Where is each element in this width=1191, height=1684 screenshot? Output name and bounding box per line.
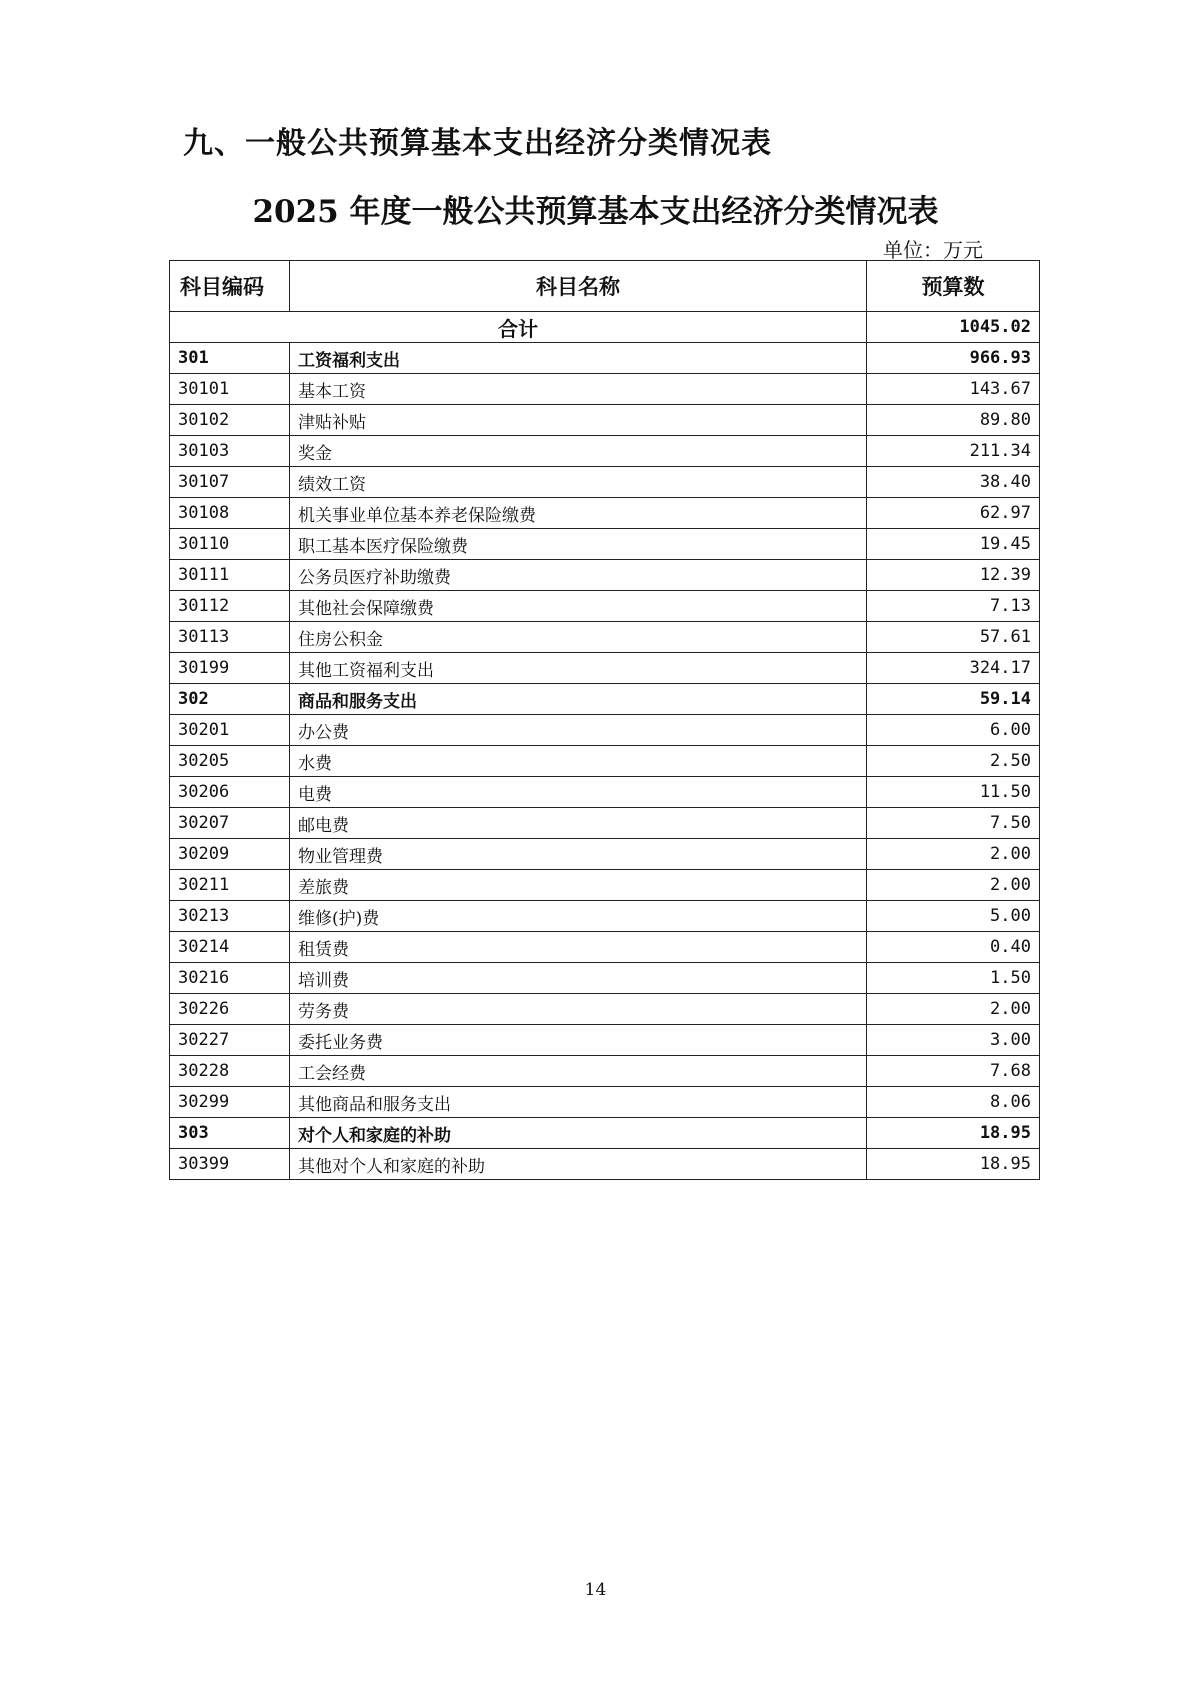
row-name: 邮电费	[290, 808, 867, 839]
row-code: 30399	[170, 1149, 290, 1180]
row-name: 委托业务费	[290, 1025, 867, 1056]
row-amount: 7.50	[867, 808, 1040, 839]
row-amount: 57.61	[867, 622, 1040, 653]
row-amount: 18.95	[867, 1149, 1040, 1180]
row-name: 奖金	[290, 436, 867, 467]
row-code: 30107	[170, 467, 290, 498]
row-amount: 7.68	[867, 1056, 1040, 1087]
row-code: 303	[170, 1118, 290, 1149]
table-row	[170, 1149, 1040, 1180]
row-amount: 2.00	[867, 994, 1040, 1025]
row-name: 其他商品和服务支出	[290, 1087, 867, 1118]
row-amount: 2.00	[867, 839, 1040, 870]
row-name: 维修(护)费	[290, 901, 867, 932]
row-name: 住房公积金	[290, 622, 867, 653]
row-amount: 38.40	[867, 467, 1040, 498]
row-amount: 11.50	[867, 777, 1040, 808]
row-code: 30207	[170, 808, 290, 839]
table-row	[170, 591, 1040, 622]
row-code: 302	[170, 684, 290, 715]
row-amount: 2.00	[867, 870, 1040, 901]
row-code: 30205	[170, 746, 290, 777]
row-amount: 62.97	[867, 498, 1040, 529]
section-heading: 九、一般公共预算基本支出经济分类情况表	[183, 126, 772, 161]
total-row	[170, 312, 1040, 343]
table-row	[170, 622, 1040, 653]
table-row	[170, 715, 1040, 746]
table-row	[170, 529, 1040, 560]
row-code: 30113	[170, 622, 290, 653]
table-row	[170, 777, 1040, 808]
category-row	[170, 1118, 1040, 1149]
row-code: 30103	[170, 436, 290, 467]
unit-label: 单位：万元	[883, 238, 983, 262]
row-code: 30199	[170, 653, 290, 684]
row-code: 30111	[170, 560, 290, 591]
row-name: 其他工资福利支出	[290, 653, 867, 684]
row-amount: 7.13	[867, 591, 1040, 622]
row-code: 30216	[170, 963, 290, 994]
row-amount: 966.93	[867, 343, 1040, 374]
row-amount: 19.45	[867, 529, 1040, 560]
row-name: 水费	[290, 746, 867, 777]
row-code: 30201	[170, 715, 290, 746]
header-code: 科目编码	[170, 261, 290, 312]
row-name: 基本工资	[290, 374, 867, 405]
row-name: 其他社会保障缴费	[290, 591, 867, 622]
row-code: 30108	[170, 498, 290, 529]
table-row	[170, 808, 1040, 839]
category-row	[170, 684, 1040, 715]
budget-table	[169, 260, 1040, 1180]
row-amount: 59.14	[867, 684, 1040, 715]
table-row	[170, 436, 1040, 467]
table-row	[170, 374, 1040, 405]
table-row	[170, 839, 1040, 870]
row-amount: 12.39	[867, 560, 1040, 591]
table-row	[170, 994, 1040, 1025]
row-code: 30101	[170, 374, 290, 405]
row-code: 30209	[170, 839, 290, 870]
row-amount: 5.00	[867, 901, 1040, 932]
row-code: 30213	[170, 901, 290, 932]
table-row	[170, 1025, 1040, 1056]
header-row	[170, 261, 1040, 312]
row-amount: 89.80	[867, 405, 1040, 436]
header-name: 科目名称	[290, 261, 867, 312]
row-name: 商品和服务支出	[290, 684, 867, 715]
total-label: 合计	[170, 312, 867, 343]
row-code: 30228	[170, 1056, 290, 1087]
row-name: 租赁费	[290, 932, 867, 963]
row-name: 工资福利支出	[290, 343, 867, 374]
table-row	[170, 901, 1040, 932]
row-amount: 211.34	[867, 436, 1040, 467]
row-name: 电费	[290, 777, 867, 808]
row-amount: 0.40	[867, 932, 1040, 963]
row-code: 30211	[170, 870, 290, 901]
table-row	[170, 870, 1040, 901]
row-code: 30206	[170, 777, 290, 808]
row-amount: 3.00	[867, 1025, 1040, 1056]
row-name: 其他对个人和家庭的补助	[290, 1149, 867, 1180]
table-row	[170, 560, 1040, 591]
row-code: 30226	[170, 994, 290, 1025]
row-name: 津贴补贴	[290, 405, 867, 436]
row-code: 30110	[170, 529, 290, 560]
table-row	[170, 746, 1040, 777]
row-amount: 324.17	[867, 653, 1040, 684]
row-name: 职工基本医疗保险缴费	[290, 529, 867, 560]
row-name: 物业管理费	[290, 839, 867, 870]
row-name: 机关事业单位基本养老保险缴费	[290, 498, 867, 529]
total-amount: 1045.02	[867, 312, 1040, 343]
row-name: 对个人和家庭的补助	[290, 1118, 867, 1149]
table-row	[170, 932, 1040, 963]
page-number: 14	[584, 1580, 607, 1600]
table-row	[170, 405, 1040, 436]
row-name: 绩效工资	[290, 467, 867, 498]
table-title: 2025 年度一般公共预算基本支出经济分类情况表	[252, 194, 939, 230]
row-amount: 2.50	[867, 746, 1040, 777]
row-code: 30214	[170, 932, 290, 963]
row-name: 公务员医疗补助缴费	[290, 560, 867, 591]
row-amount: 8.06	[867, 1087, 1040, 1118]
table-row	[170, 1087, 1040, 1118]
table-row	[170, 467, 1040, 498]
table-row	[170, 963, 1040, 994]
row-name: 劳务费	[290, 994, 867, 1025]
header-amount: 预算数	[867, 261, 1040, 312]
row-code: 30112	[170, 591, 290, 622]
row-name: 差旅费	[290, 870, 867, 901]
row-amount: 18.95	[867, 1118, 1040, 1149]
row-code: 30102	[170, 405, 290, 436]
row-code: 30227	[170, 1025, 290, 1056]
row-amount: 1.50	[867, 963, 1040, 994]
table-row	[170, 1056, 1040, 1087]
row-name: 工会经费	[290, 1056, 867, 1087]
row-amount: 143.67	[867, 374, 1040, 405]
row-name: 办公费	[290, 715, 867, 746]
row-code: 30299	[170, 1087, 290, 1118]
row-name: 培训费	[290, 963, 867, 994]
row-amount: 6.00	[867, 715, 1040, 746]
table-row	[170, 653, 1040, 684]
category-row	[170, 343, 1040, 374]
row-code: 301	[170, 343, 290, 374]
table-row	[170, 498, 1040, 529]
